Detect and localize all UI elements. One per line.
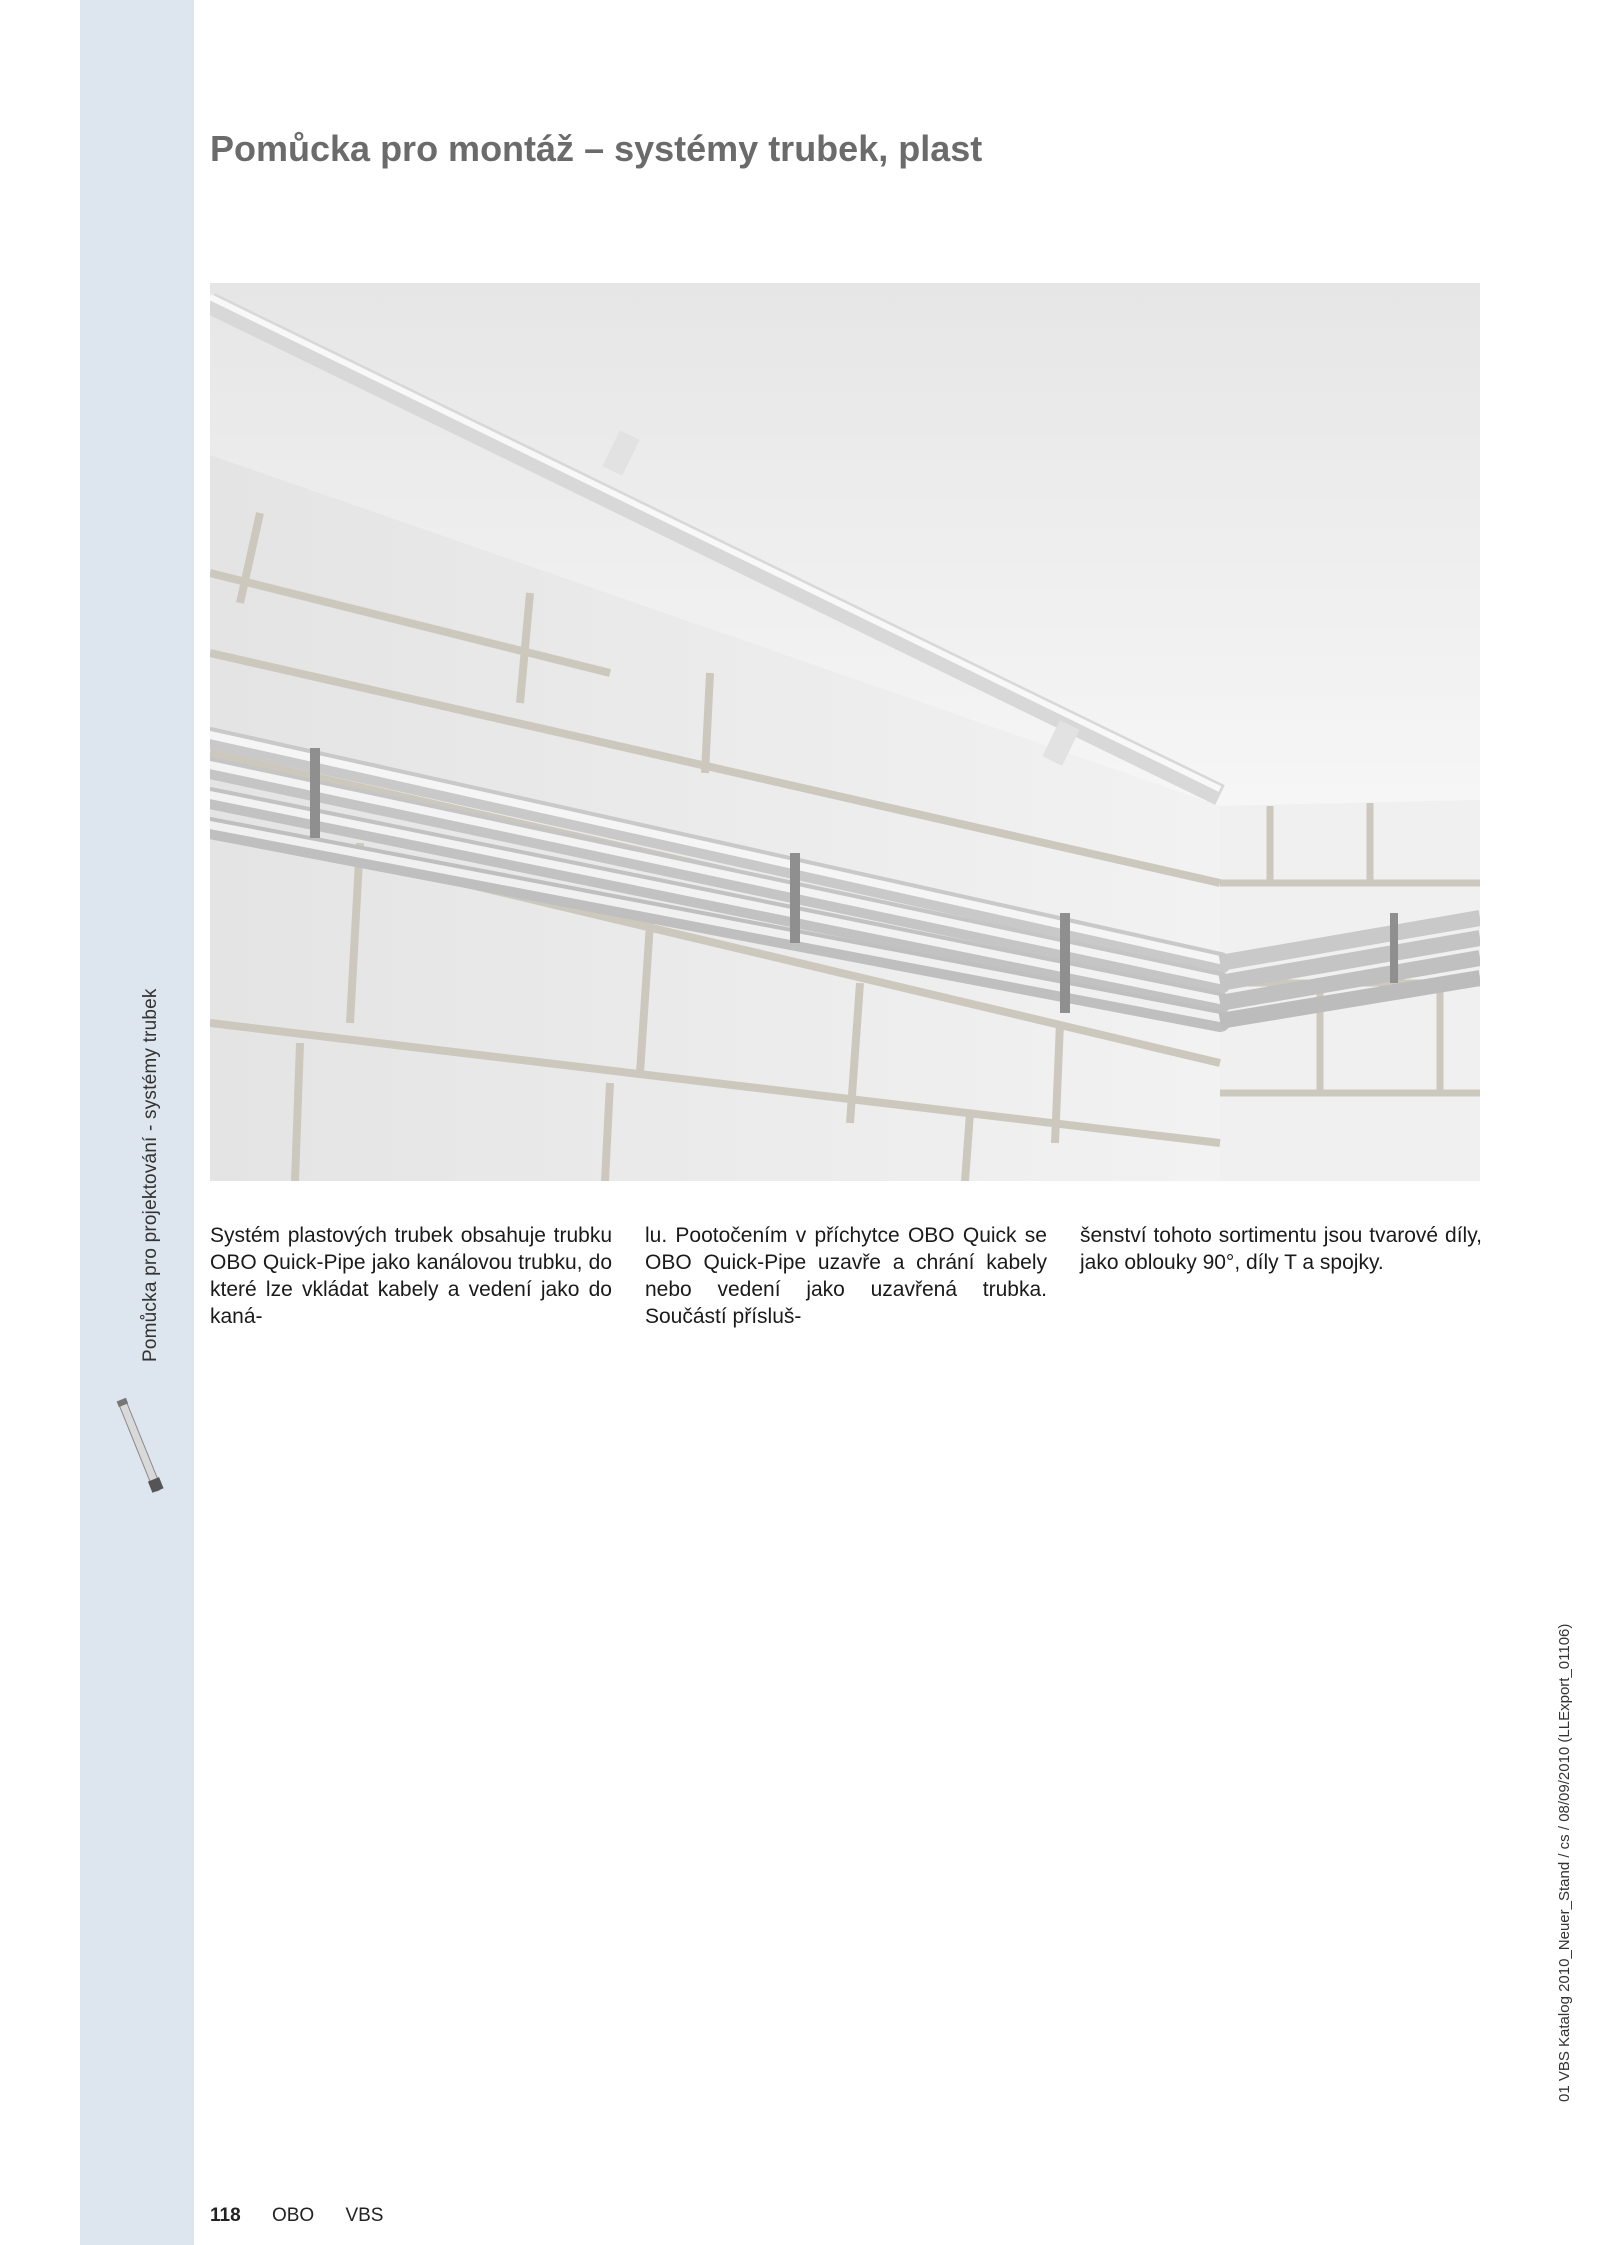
pipe-icon: [110, 1392, 170, 1500]
sidebar-section-label: Pomůcka pro projektování - systémy trubek: [140, 988, 161, 1362]
footer-brand: OBO: [271, 2205, 315, 2226]
body-text-column-1: [210, 1222, 612, 1330]
body-text-column-2: [645, 1222, 1047, 1330]
body-text-column-3: [1080, 1222, 1482, 1276]
body-paragraph-2: lu. Pootočením v příchytce OBO Quick se OBO Quick-Pipe uzavře a chrání kabely nebo vedení jako uzavřená trubka. Součástí přísluš-: [645, 1224, 1047, 1328]
ceiling-wall-pipes-photo-icon: [210, 283, 1480, 1181]
body-paragraph-3: šenství tohoto sortimentu jsou tvarové díly, jako oblouky 90°, díly T a spojky.: [1080, 1224, 1482, 1274]
page-footer: [210, 2205, 383, 2227]
page-number: 118: [210, 2205, 241, 2226]
page-title: Pomůcka pro montáž – systémy trubek, plast: [210, 128, 983, 169]
body-paragraph-1: Systém plastových trubek obsahuje trubku OBO Quick-Pipe jako kanálovou trubku, do které lze vkládat kabely a vedení jako do kaná-: [210, 1224, 612, 1328]
installation-photo: [210, 283, 1480, 1181]
sidebar-band: [80, 0, 194, 2245]
footer-section: VBS: [345, 2205, 384, 2226]
export-note: 01 VBS Katalog 2010_Neuer_Stand / cs / 08/09/2010 (LLExport_01106): [1556, 1623, 1573, 2102]
